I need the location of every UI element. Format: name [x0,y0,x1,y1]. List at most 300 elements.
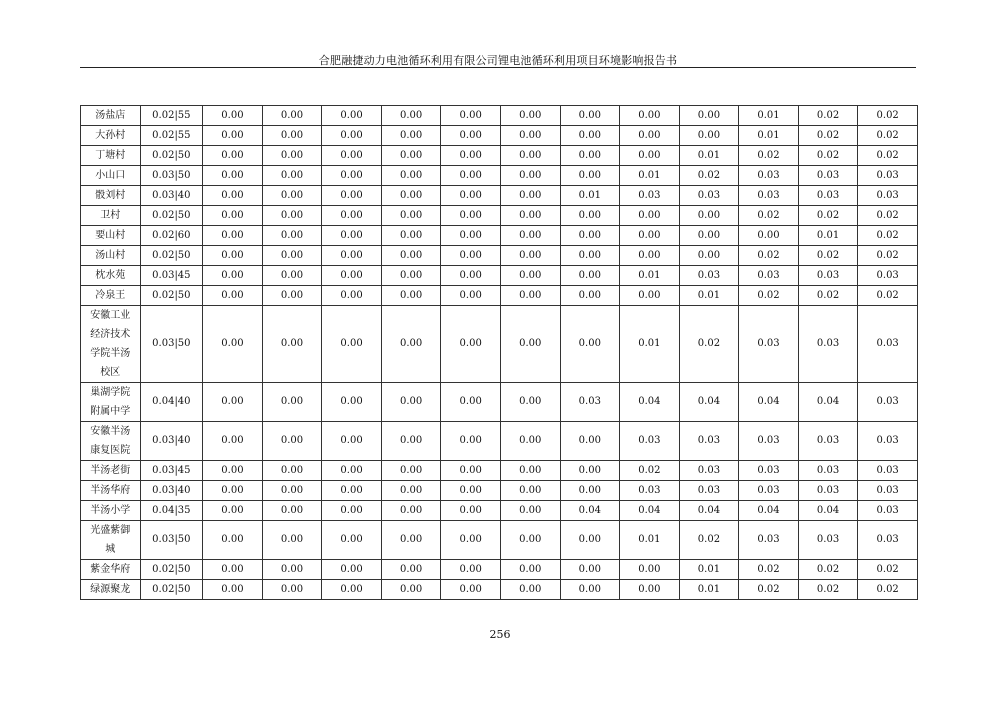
value-cell: 0.03 [739,481,799,501]
value-cell: 0.02 [858,286,918,306]
value-cell: 0.00 [203,186,263,206]
value-cell: 0.00 [441,246,501,266]
value-cell: 0.01 [620,306,680,383]
table-body [81,106,918,600]
value-cell: 0.00 [262,206,322,226]
value-cell: 0.00 [560,481,620,501]
value-cell: 0.03 [739,306,799,383]
document-header-title: 合肥融捷动力电池循环利用有限公司锂电池循环利用项目环境影响报告书 [318,54,678,67]
value-cell: 0.00 [381,106,441,126]
value-cell: 0.02 [798,246,858,266]
value-cell: 0.02 [858,560,918,580]
value-cell: 0.00 [620,246,680,266]
location-name-cell: 冷泉王 [81,286,141,306]
value-cell: 0.00 [500,383,560,422]
max-value-cell: 0.02|50 [140,146,203,166]
value-cell: 0.00 [322,383,382,422]
value-cell: 0.02 [858,106,918,126]
value-cell: 0.00 [203,501,263,521]
value-cell: 0.01 [679,560,739,580]
table-row [81,266,918,286]
value-cell: 0.00 [500,481,560,501]
value-cell: 0.00 [322,481,382,501]
value-cell: 0.03 [679,422,739,461]
value-cell: 0.00 [441,106,501,126]
value-cell: 0.03 [858,422,918,461]
location-name-cell: 丁塘村 [81,146,141,166]
value-cell: 0.01 [679,286,739,306]
value-cell: 0.00 [560,206,620,226]
value-cell: 0.00 [500,422,560,461]
location-name-cell: 卫村 [81,206,141,226]
value-cell: 0.03 [620,481,680,501]
value-cell: 0.00 [262,146,322,166]
value-cell: 0.04 [620,501,680,521]
value-cell: 0.00 [381,580,441,600]
value-cell: 0.03 [739,266,799,286]
value-cell: 0.02 [739,286,799,306]
value-cell: 0.02 [858,226,918,246]
value-cell: 0.00 [441,166,501,186]
value-cell: 0.02 [739,580,799,600]
value-cell: 0.00 [322,521,382,560]
value-cell: 0.00 [441,560,501,580]
value-cell: 0.00 [203,266,263,286]
location-name-cell: 骰刘村 [81,186,141,206]
value-cell: 0.02 [858,246,918,266]
value-cell: 0.00 [262,580,322,600]
value-cell: 0.02 [798,106,858,126]
location-name-cell: 半汤小学 [81,501,141,521]
location-name-cell: 汤山村 [81,246,141,266]
table-row [81,383,918,422]
value-cell: 0.03 [620,186,680,206]
value-cell: 0.00 [679,246,739,266]
value-cell: 0.00 [441,226,501,246]
value-cell: 0.03 [620,422,680,461]
value-cell: 0.03 [739,186,799,206]
value-cell: 0.00 [441,266,501,286]
value-cell: 0.00 [560,106,620,126]
value-cell: 0.00 [262,306,322,383]
max-value-cell: 0.03|50 [140,166,203,186]
max-value-cell: 0.02|55 [140,106,203,126]
value-cell: 0.03 [858,306,918,383]
value-cell: 0.00 [322,186,382,206]
value-cell: 0.00 [500,286,560,306]
value-cell: 0.00 [620,226,680,246]
value-cell: 0.00 [381,186,441,206]
value-cell: 0.04 [798,501,858,521]
value-cell: 0.03 [798,266,858,286]
value-cell: 0.00 [560,266,620,286]
value-cell: 0.00 [203,206,263,226]
value-cell: 0.00 [203,383,263,422]
value-cell: 0.00 [262,383,322,422]
value-cell: 0.00 [381,126,441,146]
max-value-cell: 0.03|40 [140,186,203,206]
value-cell: 0.00 [381,461,441,481]
value-cell: 0.00 [203,481,263,501]
value-cell: 0.00 [381,266,441,286]
value-cell: 0.00 [500,266,560,286]
value-cell: 0.03 [679,186,739,206]
value-cell: 0.00 [262,286,322,306]
value-cell: 0.00 [322,461,382,481]
value-cell: 0.00 [560,246,620,266]
value-cell: 0.03 [798,481,858,501]
location-name-cell [81,306,141,383]
value-cell: 0.00 [441,146,501,166]
location-name-cell: 绿源聚龙 [81,580,141,600]
location-name-line: 巢湖学院 [90,387,131,398]
location-name-cell: 紫金华府 [81,560,141,580]
value-cell: 0.04 [560,501,620,521]
max-value-cell: 0.03|45 [140,266,203,286]
value-cell: 0.02 [739,146,799,166]
value-cell: 0.00 [560,306,620,383]
value-cell: 0.00 [262,246,322,266]
value-cell: 0.00 [203,246,263,266]
value-cell: 0.00 [381,206,441,226]
value-cell: 0.02 [858,126,918,146]
location-name-cell: 要山村 [81,226,141,246]
value-cell: 0.00 [381,286,441,306]
table-row [81,501,918,521]
value-cell: 0.00 [381,521,441,560]
location-name-cell [81,422,141,461]
value-cell: 0.00 [262,521,322,560]
max-value-cell: 0.03|45 [140,461,203,481]
value-cell: 0.00 [679,206,739,226]
table-row [81,246,918,266]
value-cell: 0.00 [441,126,501,146]
value-cell: 0.04 [798,383,858,422]
value-cell: 0.00 [322,106,382,126]
value-cell: 0.00 [500,580,560,600]
value-cell: 0.00 [203,306,263,383]
table-row [81,126,918,146]
value-cell: 0.03 [560,383,620,422]
value-cell: 0.00 [203,560,263,580]
table-row [81,422,918,461]
value-cell: 0.03 [798,521,858,560]
value-cell: 0.03 [858,266,918,286]
max-value-cell: 0.04|40 [140,383,203,422]
value-cell: 0.01 [560,186,620,206]
value-cell: 0.03 [858,186,918,206]
value-cell: 0.00 [262,481,322,501]
value-cell: 0.04 [679,501,739,521]
max-value-cell: 0.02|55 [140,126,203,146]
value-cell: 0.00 [381,560,441,580]
value-cell: 0.00 [203,166,263,186]
value-cell: 0.00 [322,126,382,146]
value-cell: 0.03 [679,266,739,286]
max-value-cell: 0.02|50 [140,246,203,266]
value-cell: 0.03 [798,186,858,206]
location-name-line: 学院半汤 [90,348,131,359]
value-cell: 0.00 [262,186,322,206]
table-row [81,461,918,481]
value-cell: 0.00 [441,306,501,383]
max-value-cell: 0.03|50 [140,306,203,383]
location-name-cell [81,521,141,560]
value-cell: 0.00 [500,126,560,146]
value-cell: 0.00 [500,560,560,580]
table-row [81,206,918,226]
value-cell: 0.04 [679,383,739,422]
value-cell: 0.02 [679,306,739,383]
value-cell: 0.00 [560,166,620,186]
table-row [81,560,918,580]
value-cell: 0.03 [739,422,799,461]
value-cell: 0.02 [798,206,858,226]
location-name-line: 安徽工业 [90,310,131,321]
value-cell: 0.00 [262,501,322,521]
value-cell: 0.00 [441,580,501,600]
value-cell: 0.01 [620,521,680,560]
value-cell: 0.00 [322,266,382,286]
location-name-cell: 半汤老街 [81,461,141,481]
value-cell: 0.00 [679,126,739,146]
value-cell: 0.00 [381,226,441,246]
value-cell: 0.02 [798,146,858,166]
value-cell: 0.02 [679,521,739,560]
value-cell: 0.00 [203,126,263,146]
value-cell: 0.02 [858,580,918,600]
value-cell: 0.00 [262,266,322,286]
location-name-line: 附属中学 [90,406,131,417]
value-cell: 0.00 [203,226,263,246]
value-cell: 0.00 [500,461,560,481]
location-name-cell: 汤盐店 [81,106,141,126]
value-cell: 0.00 [441,186,501,206]
value-cell: 0.03 [858,481,918,501]
value-cell: 0.00 [620,126,680,146]
value-cell: 0.04 [739,383,799,422]
max-value-cell: 0.03|40 [140,481,203,501]
location-name-cell [81,383,141,422]
table-row [81,186,918,206]
value-cell: 0.00 [322,501,382,521]
location-name-cell: 半汤华府 [81,481,141,501]
table-row [81,286,918,306]
table-row [81,106,918,126]
value-cell: 0.00 [203,521,263,560]
value-cell: 0.03 [798,461,858,481]
header-divider [80,67,916,68]
value-cell: 0.00 [322,560,382,580]
value-cell: 0.01 [679,580,739,600]
value-cell: 0.00 [441,521,501,560]
value-cell: 0.00 [500,501,560,521]
value-cell: 0.00 [322,246,382,266]
value-cell: 0.00 [322,422,382,461]
value-cell: 0.02 [798,580,858,600]
value-cell: 0.00 [560,560,620,580]
value-cell: 0.00 [262,226,322,246]
value-cell: 0.00 [441,481,501,501]
value-cell: 0.01 [739,106,799,126]
value-cell: 0.00 [441,286,501,306]
value-cell: 0.00 [500,146,560,166]
value-cell: 0.00 [262,106,322,126]
max-value-cell: 0.02|60 [140,226,203,246]
value-cell: 0.01 [679,146,739,166]
value-cell: 0.00 [560,226,620,246]
value-cell: 0.03 [679,481,739,501]
location-name-line: 校区 [100,367,121,378]
max-value-cell: 0.02|50 [140,286,203,306]
table-row [81,166,918,186]
value-cell: 0.00 [262,560,322,580]
value-cell: 0.00 [441,501,501,521]
table-row [81,226,918,246]
value-cell: 0.00 [441,206,501,226]
value-cell: 0.01 [620,166,680,186]
value-cell: 0.00 [203,286,263,306]
value-cell: 0.02 [858,146,918,166]
value-cell: 0.03 [739,166,799,186]
max-value-cell: 0.04|35 [140,501,203,521]
location-name-line: 城 [105,544,116,555]
value-cell: 0.00 [381,146,441,166]
table-row [81,580,918,600]
location-name-cell: 小山口 [81,166,141,186]
location-name-line: 康复医院 [90,445,131,456]
value-cell: 0.00 [381,422,441,461]
value-cell: 0.03 [798,422,858,461]
value-cell: 0.01 [739,126,799,146]
value-cell: 0.00 [381,481,441,501]
value-cell: 0.03 [798,306,858,383]
value-cell: 0.04 [620,383,680,422]
value-cell: 0.02 [739,246,799,266]
value-cell: 0.00 [381,501,441,521]
value-cell: 0.03 [739,521,799,560]
value-cell: 0.00 [560,422,620,461]
value-cell: 0.03 [858,461,918,481]
value-cell: 0.00 [500,306,560,383]
value-cell: 0.00 [441,461,501,481]
value-cell: 0.02 [798,286,858,306]
value-cell: 0.00 [441,422,501,461]
value-cell: 0.00 [203,580,263,600]
max-value-cell: 0.03|40 [140,422,203,461]
value-cell: 0.02 [798,126,858,146]
value-cell: 0.00 [560,521,620,560]
max-value-cell: 0.02|50 [140,580,203,600]
page-number: 256 [489,628,511,641]
value-cell: 0.00 [620,206,680,226]
value-cell: 0.00 [500,186,560,206]
value-cell: 0.03 [858,166,918,186]
value-cell: 0.03 [858,501,918,521]
value-cell: 0.00 [203,422,263,461]
table-row [81,481,918,501]
value-cell: 0.00 [203,106,263,126]
value-cell: 0.00 [262,422,322,461]
location-name-line: 安徽半汤 [90,426,131,437]
value-cell: 0.00 [620,286,680,306]
value-cell: 0.00 [262,126,322,146]
value-cell: 0.00 [739,226,799,246]
value-cell: 0.00 [679,226,739,246]
value-cell: 0.00 [620,146,680,166]
max-value-cell: 0.02|50 [140,206,203,226]
value-cell: 0.02 [679,166,739,186]
max-value-cell: 0.02|50 [140,560,203,580]
value-cell: 0.02 [739,560,799,580]
value-cell: 0.02 [739,206,799,226]
value-cell: 0.04 [739,501,799,521]
table-row [81,521,918,560]
value-cell: 0.00 [322,226,382,246]
value-cell: 0.00 [679,106,739,126]
value-cell: 0.00 [560,146,620,166]
value-cell: 0.00 [381,306,441,383]
value-cell: 0.00 [500,106,560,126]
value-cell: 0.00 [203,461,263,481]
value-cell: 0.00 [500,246,560,266]
value-cell: 0.00 [262,461,322,481]
value-cell: 0.00 [500,226,560,246]
value-cell: 0.00 [322,206,382,226]
value-cell: 0.00 [560,126,620,146]
location-name-cell: 大孙村 [81,126,141,146]
value-cell: 0.00 [560,580,620,600]
value-cell: 0.00 [262,166,322,186]
value-cell: 0.00 [322,146,382,166]
value-cell: 0.00 [620,106,680,126]
value-cell: 0.00 [322,580,382,600]
value-cell: 0.02 [620,461,680,481]
value-cell: 0.00 [381,166,441,186]
value-cell: 0.03 [858,383,918,422]
value-cell: 0.03 [679,461,739,481]
value-cell: 0.02 [798,560,858,580]
value-cell: 0.00 [441,383,501,422]
value-cell: 0.00 [381,383,441,422]
value-cell: 0.00 [203,146,263,166]
table-row [81,146,918,166]
value-cell: 0.00 [620,580,680,600]
value-cell: 0.03 [798,166,858,186]
value-cell: 0.01 [798,226,858,246]
location-name-cell: 枕水苑 [81,266,141,286]
value-cell: 0.00 [560,461,620,481]
concentration-table [80,105,918,600]
value-cell: 0.00 [322,166,382,186]
location-name-line: 经济技术 [90,329,131,340]
max-value-cell: 0.03|50 [140,521,203,560]
value-cell: 0.00 [322,286,382,306]
value-cell: 0.00 [620,560,680,580]
value-cell: 0.03 [858,521,918,560]
value-cell: 0.00 [500,521,560,560]
value-cell: 0.02 [858,206,918,226]
value-cell: 0.00 [500,206,560,226]
value-cell: 0.00 [322,306,382,383]
value-cell: 0.03 [739,461,799,481]
table-row [81,306,918,383]
value-cell: 0.00 [500,166,560,186]
value-cell: 0.00 [381,246,441,266]
location-name-line: 光盛紫御 [90,525,131,536]
value-cell: 0.01 [620,266,680,286]
value-cell: 0.00 [560,286,620,306]
